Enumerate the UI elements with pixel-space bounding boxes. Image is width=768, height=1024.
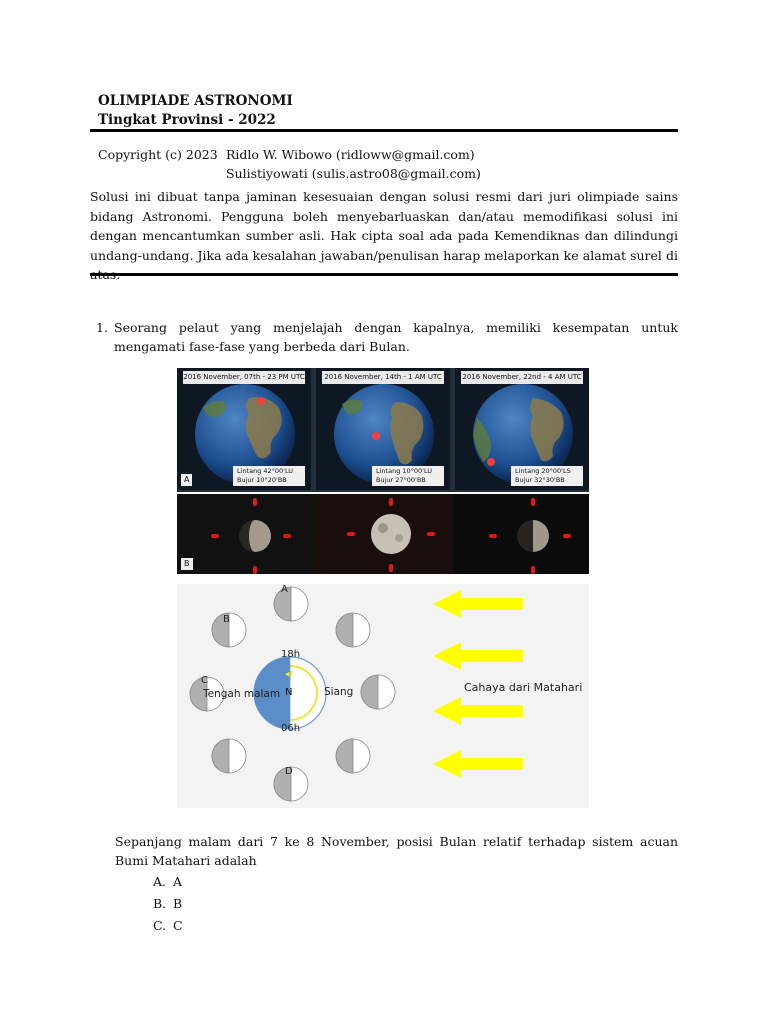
moon-position-bottom-right — [336, 739, 370, 773]
earth-view-3 — [455, 368, 589, 490]
copyright-block — [98, 145, 481, 183]
header-rule — [90, 129, 678, 132]
title-line-2: Tingkat Provinsi - 2022 — [98, 112, 276, 128]
title-line-1: OLIMPIADE ASTRONOMI — [98, 93, 293, 109]
earth-view-1 — [177, 368, 311, 490]
sunlight-label: Cahaya dari Matahari — [464, 681, 583, 694]
moon-position-top-right — [336, 613, 370, 647]
moon-position-bottom-left — [212, 739, 246, 773]
moon-position-right — [361, 675, 395, 709]
option-b-text: B — [173, 896, 183, 911]
question-stem: Sepanjang malam dari 7 ke 8 November, posisi Bulan relatif terhadap sistem acuan Bumi Matahari adalah — [115, 834, 678, 868]
sun-arrow-1 — [433, 590, 523, 618]
panel-b-tag: B — [181, 558, 193, 570]
earth-3-date: 2016 November, 22nd - 4 AM UTC — [461, 371, 583, 384]
disclaimer-rule — [90, 273, 678, 276]
option-a-letter: A. — [153, 874, 167, 889]
option-c — [153, 916, 183, 935]
sun-arrow-2 — [433, 642, 523, 670]
disclaimer-paragraph: Solusi ini dibuat tanpa jaminan kesesuaian dengan solusi resmi dari juri olimpiade sains bidang Astronomi. Pengguna boleh menyebarluaskan dan/atau memodifikasi solusi ini dengan mencantumkan sumber asli. Hak cipta soal ada pada Kemendiknas dan dilindungi undang-undang. Jika ada kesalahan jawaban/penulisan harap melaporkan ke alamat surel di — [90, 189, 678, 263]
earth-3-lon: Bujur 32°30'BB — [515, 476, 565, 484]
earth-1-coordinates — [233, 466, 305, 486]
figure-panel-a — [177, 368, 589, 492]
option-b-letter: B. — [153, 896, 167, 911]
earth-view-2 — [316, 368, 450, 490]
label-c: C — [201, 675, 208, 686]
question-1 — [96, 318, 678, 356]
option-c-letter: C. — [153, 918, 167, 933]
phase-diagram — [177, 584, 589, 808]
earth-2-date: 2016 November, 14th - 1 AM UTC — [322, 371, 444, 384]
option-a — [153, 872, 182, 891]
earth-2-lon: Bujur 27°00'BB — [376, 476, 426, 484]
author-1: Ridlo W. Wibowo (ridloww@gmail.com) — [226, 147, 475, 162]
time-18h: 18h — [281, 649, 301, 660]
label-d: D — [285, 766, 293, 777]
document-title — [98, 92, 293, 130]
earth-1-date: 2016 November, 07th - 23 PM UTC — [183, 371, 305, 384]
earth-1-lat: Lintang 42°00'LU — [237, 467, 294, 475]
panel-a-tag: A — [181, 474, 192, 486]
question-text: Seorang pelaut yang menjelajah dengan kapalnya, memiliki kesempatan untuk mengamati fase-fase yang berbeda dari Bulan. — [114, 320, 678, 354]
sun-arrow-4 — [433, 750, 523, 778]
question-number: 1. — [96, 320, 108, 335]
noon-label: Siang — [324, 686, 354, 698]
moon-position-a — [274, 587, 308, 621]
moon-photos — [177, 494, 589, 574]
earth-2-coordinates — [372, 466, 444, 486]
option-c-text: C — [173, 918, 183, 933]
label-b: B — [223, 614, 230, 625]
label-a: A — [281, 584, 288, 595]
author-2: Sulistiyowati (sulis.astro08@gmail.com) — [226, 166, 481, 181]
midnight-label: Tengah malam — [203, 688, 281, 700]
figure-panel-b — [177, 494, 589, 574]
earth-2-lat: Lintang 10°00'LU — [376, 467, 433, 475]
earth-3-coordinates — [511, 466, 583, 486]
copyright-label: Copyright (c) 2023 — [98, 147, 218, 162]
option-a-text: A — [173, 874, 183, 889]
earth-3-lat: Lintang 20°00'LS — [515, 467, 571, 475]
earth-1-lon: Bujur 10°20'BB — [237, 476, 287, 484]
option-b — [153, 894, 182, 913]
sun-arrow-3 — [433, 697, 523, 725]
time-06h: 06h — [281, 723, 301, 734]
north-label: N — [285, 687, 293, 698]
